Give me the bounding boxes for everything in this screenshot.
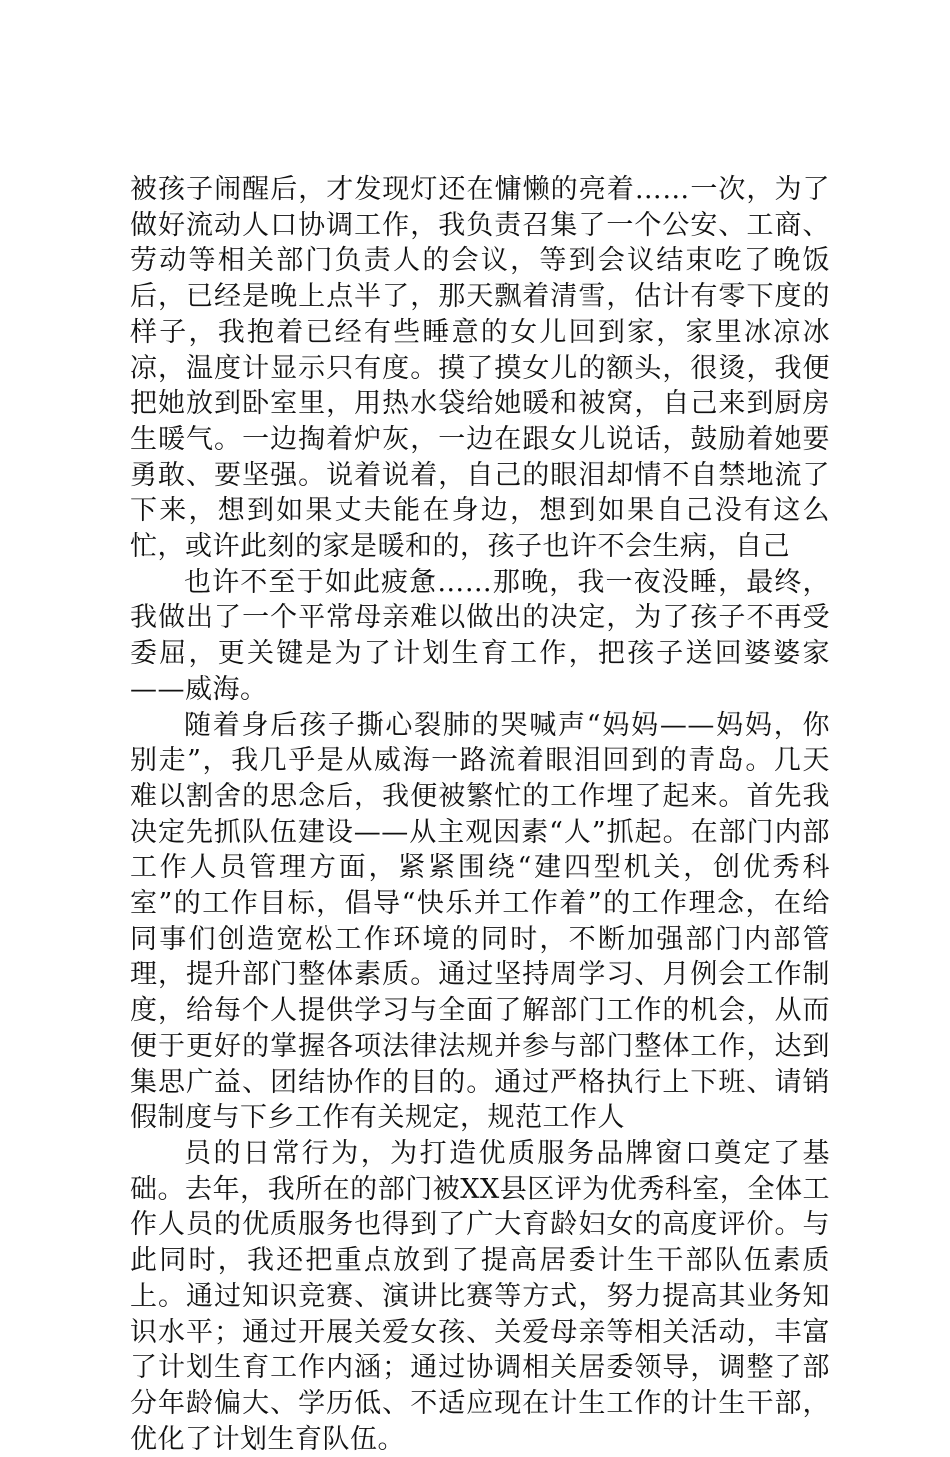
paragraph-2: 也许不至于如此疲惫……那晚，我一夜没睡，最终，我做出了一个平常母亲难以做出的决定，为了孩子不再受委屈，更关键是为了计划生育工作，把孩子送回婆婆家——威海。 bbox=[130, 566, 830, 705]
document-body bbox=[130, 172, 830, 1457]
paragraph-1: 被孩子闹醒后，才发现灯还在慵懒的亮着……一次，为了做好流动人口协调工作，我负责召集了一个公安、工商、劳动等相关部门负责人的会议，等到会议结束吃了晚饭后，已经是晚上点半了，那天飘着清雪，估计有零下度的样子，我抱着已经有些睡意的女儿回到家，家里冰凉冰凉，温度计显示只有度。摸了摸女儿的额头，很烫，我便把她放到卧室里，用热水袋给她暖和被窝，自己来到厨房生暖气。一边掏着炉灰，一边在跟女儿说话，鼓励着她要勇敢、要坚强。说着说着，自己的眼泪却情不自禁地流了下来，想到如果丈夫能在身边，想到如果自己没有这么忙，或许此刻的家是暖和的，孩子也许不会生病，自己 bbox=[130, 174, 830, 563]
paragraph-4: 员的日常行为，为打造优质服务品牌窗口奠定了基础。去年，我所在的部门被XX县区评为优秀科室，全体工作人员的优质服务也得到了广大育龄妇女的高度评价。与此同时，我还把重点放到了提高居委计生干部队伍素质上。通过知识竞赛、演讲比赛等方式，努力提高其业务知识水平；通过开展关爱女孩、关爱母亲等相关活动，丰富了计划生育工作内涵；通过协调相关居委领导，调整了部分年龄偏大、学历低、不适应现在计生工作的计生干部，优化了计划生育队伍。 bbox=[130, 1137, 830, 1455]
paragraph-3: 随着身后孩子撕心裂肺的哭喊声“妈妈——妈妈，你别走”，我几乎是从威海一路流着眼泪回到的青岛。几天难以割舍的思念后，我便被繁忙的工作埋了起来。首先我决定先抓队伍建设——从主观因素“人”抓起。在部门内部工作人员管理方面，紧紧围绕“建四型机关，创优秀科室”的工作目标，倡导“快乐并工作着”的工作理念，在给同事们创造宽松工作环境的同时，不断加强部门内部管理，提升部门整体素质。通过坚持周学习、月例会工作制度，给每个人提供学习与全面了解部门工作的机会，从而便于更好的掌握各项法律法规并参与部门整体工作，达到集思广益、团结协作的目的。通过严格执行上下班、请销假制度与下乡工作有关规定，规范工作人 bbox=[130, 709, 830, 1134]
